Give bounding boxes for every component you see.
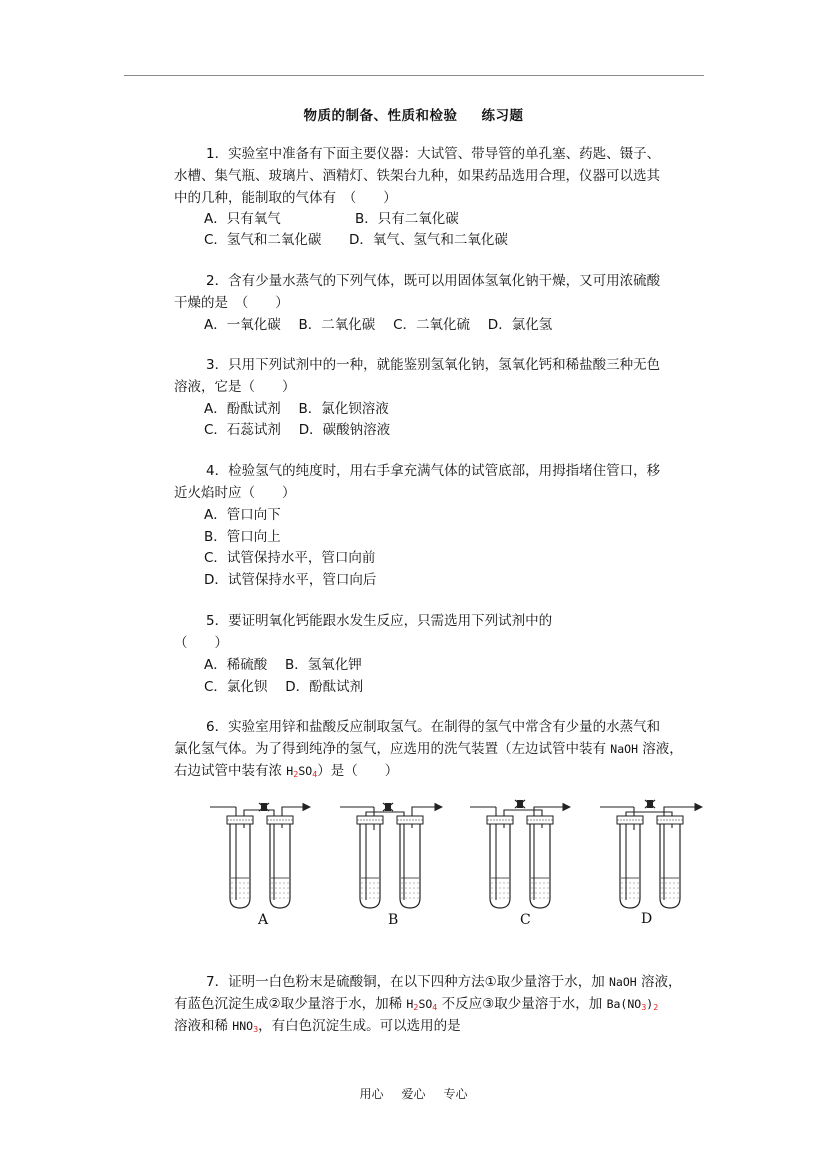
apparatus-a bbox=[210, 803, 310, 908]
header-rule bbox=[124, 75, 704, 76]
q1-option-b: B．只有二氧化碳 bbox=[355, 211, 459, 227]
q5-line-2: （ ） bbox=[174, 635, 228, 651]
q3-options-row-2: C．石蕊试剂 D．碳酸钠溶液 bbox=[204, 422, 391, 438]
title-sub: 练习题 bbox=[481, 108, 524, 124]
q5-options-row-2: C．氯化钡 D．酚酞试剂 bbox=[204, 679, 364, 695]
q7-line-3: 溶液和稀 $HNO_3$，有白色沉淀生成。可以选用的是 bbox=[174, 1018, 461, 1034]
apparatus-label-c: C bbox=[520, 912, 531, 928]
apparatus-label-a: A bbox=[258, 912, 269, 928]
q1-option-c: C．氢气和二氧化碳 bbox=[204, 232, 322, 248]
q5-line-1: 5．要证明氧化钙能跟水发生反应，只需选用下列试剂中的 bbox=[206, 613, 553, 629]
q7-line-2: 有蓝色沉淀生成②取少量溶于水，加稀 $H_2SO_4$ 不反应③取少量溶于水，加 $Ba(NO_3)_2$ bbox=[174, 996, 659, 1012]
q1-line-3: 中的几种，能制取的气体有 （ ） bbox=[174, 190, 397, 206]
q6-line-2: 氯化氢气体。为了得到纯净的氢气，应选用的洗气装置（左边试管中装有 NaOH 溶液， bbox=[174, 741, 683, 757]
page-title bbox=[0, 104, 827, 124]
q1-option-d: D．氧气、氢气和二氧化碳 bbox=[349, 232, 508, 248]
q4-option-a: A．管口向下 bbox=[204, 507, 281, 523]
apparatus-label-d: D bbox=[641, 911, 653, 927]
apparatus-b bbox=[340, 803, 442, 908]
apparatus-c bbox=[470, 800, 570, 908]
q6-line-1: 6．实验室用锌和盐酸反应制取氢气。在制得的氢气中常含有少量的水蒸气和 bbox=[206, 719, 661, 735]
q5-options-row-1: A．稀硫酸 B．氢氧化钾 bbox=[204, 657, 362, 673]
q2-options: A．一氧化碳 B．二氧化碳 C．二氧化硫 D．氯化氢 bbox=[204, 317, 553, 333]
title-main: 物质的制备、性质和检验 bbox=[303, 108, 458, 124]
q1-option-a: A．只有氧气 bbox=[204, 211, 281, 227]
q3-line-1: 3．只用下列试剂中的一种，就能鉴别氢氧化钠，氢氧化钙和稀盐酸三种无色 bbox=[206, 357, 661, 373]
footer-text-2: 爱心 bbox=[401, 1087, 426, 1101]
footer-text-1: 用心 bbox=[359, 1087, 384, 1101]
q4-line-1: 4．检验氢气的纯度时，用右手拿充满气体的试管底部，用拇指堵住管口，移 bbox=[206, 463, 661, 479]
q7-line-1: 7．证明一白色粉末是硫酸铜，在以下四种方法①取少量溶于水，加 NaOH 溶液， bbox=[206, 974, 682, 990]
q2-line-2: 干燥的是 （ ） bbox=[174, 295, 289, 311]
gas-washing-apparatus-diagram bbox=[200, 790, 710, 930]
q3-line-2: 溶液，它是（ ） bbox=[174, 379, 296, 395]
q4-option-c: C．试管保持水平，管口向前 bbox=[204, 550, 376, 566]
footer-text-3: 专心 bbox=[443, 1087, 468, 1101]
apparatus-label-b: B bbox=[388, 912, 399, 928]
q4-option-d: D．试管保持水平，管口向后 bbox=[204, 572, 377, 588]
q2-line-1: 2．含有少量水蒸气的下列气体，既可以用固体氢氧化钠干燥，又可用浓硫酸 bbox=[206, 273, 661, 289]
page-footer bbox=[0, 1085, 827, 1102]
q6-line-3: 右边试管中装有浓 $H_2SO_4$）是（ ） bbox=[174, 763, 399, 779]
q1-line-2: 水槽、集气瓶、玻璃片、酒精灯、铁架台九种，如果药品选用合理，仪器可以选其 bbox=[174, 168, 660, 184]
apparatus-d bbox=[600, 800, 702, 908]
q4-line-2: 近火焰时应（ ） bbox=[174, 485, 296, 501]
q3-options-row-1: A．酚酞试剂 B．氯化钡溶液 bbox=[204, 401, 389, 417]
q4-option-b: B．管口向上 bbox=[204, 529, 281, 545]
q1-line-1: 1．实验室中准备有下面主要仪器：大试管、带导管的单孔塞、药匙、镊子、 bbox=[206, 146, 661, 162]
